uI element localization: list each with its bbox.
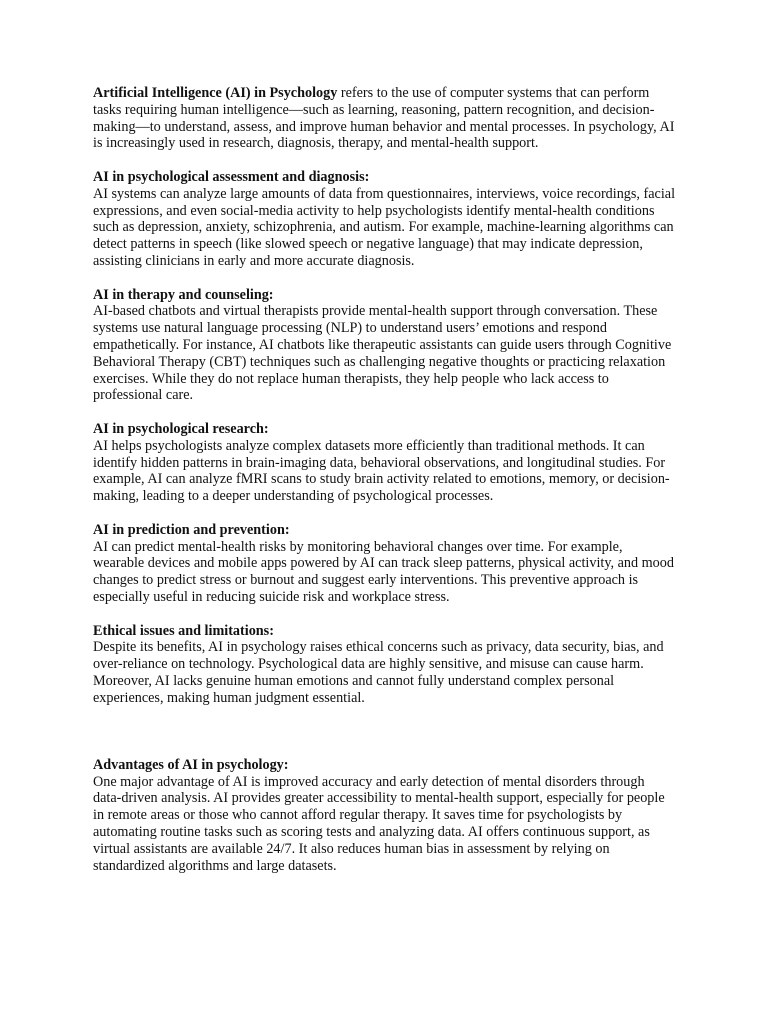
section-heading: AI in psychological research: [93, 420, 269, 437]
section-heading: Advantages of AI in psychology: [93, 756, 289, 773]
section-heading: AI in prediction and prevention: [93, 521, 290, 538]
intro-term: Artificial Intelligence (AI) in Psychology [93, 85, 338, 101]
section-advantages [93, 757, 675, 875]
intro-text: refers to the use of computer systems that can perform tasks requiring human intelligence—such as learning, reasoning, pattern recognition, and decision-making—to understand, assess, and improve human behavior and mental processes. In psychology, AI is increasingly used in research, diagnosis, therapy, and mental-health support. [93, 85, 675, 152]
section-assessment-diagnosis [93, 169, 675, 270]
section-body: AI-based chatbots and virtual therapists provide mental-health support through conversation. These systems use natural language processing (NLP) to understand users’ emotions and respond empathetically. For instance, AI chatbots like therapeutic assistants can guide users through Cognitive Behavioral Therapy (CBT) techniques such as challenging negative thoughts or practicing relaxation exercises. While they do not replace human therapists, they help people who lack access to professional care. [93, 303, 672, 404]
section-body: Despite its benefits, AI in psychology raises ethical concerns such as privacy, data security, bias, and over-reliance on technology. Psychological data are highly sensitive, and misuse can cause harm. Moreover, AI lacks genuine human emotions and cannot fully understand complex personal experiences, making human judgment essential. [93, 639, 664, 706]
intro-section [93, 85, 675, 152]
section-body: AI can predict mental-health risks by monitoring behavioral changes over time. For example, wearable devices and mobile apps powered by AI can track sleep patterns, physical activity, and mood changes to predict stress or burnout and suggest early interventions. This preventive approach is especially useful in reducing suicide risk and workplace stress. [93, 538, 674, 605]
section-therapy-counseling [93, 287, 675, 405]
section-heading: Ethical issues and limitations: [93, 622, 274, 639]
section-prediction-prevention [93, 522, 675, 606]
section-research [93, 421, 675, 505]
document-page [93, 85, 675, 891]
section-heading: AI in therapy and counseling: [93, 286, 274, 303]
section-body: AI systems can analyze large amounts of data from questionnaires, interviews, voice recordings, facial expressions, and even social-media activity to help psychologists identify mental-health conditions such as depression, anxiety, schizophrenia, and autism. For example, machine-learning algorithms can detect patterns in speech (like slowed speech or negative language) that may indicate depression, assisting clinicians in early and more accurate diagnosis. [93, 185, 676, 269]
section-body: One major advantage of AI is improved accuracy and early detection of mental disorders through data-driven analysis. AI provides greater accessibility to mental-health support, especially for people in remote areas or those who cannot afford regular therapy. It saves time for psychologists by automating routine tasks such as scoring tests and analyzing data. AI offers continuous support, as virtual assistants are available 24/7. It also reduces human bias in assessment by relying on standardized algorithms and large datasets. [93, 773, 665, 874]
section-body: AI helps psychologists analyze complex datasets more efficiently than traditional methods. It can identify hidden patterns in brain-imaging data, behavioral observations, and longitudinal studies. For example, AI can analyze fMRI scans to study brain activity related to emotions, memory, or decision-making, leading to a deeper understanding of psychological processes. [93, 437, 670, 505]
intro-paragraph [93, 85, 675, 152]
section-heading: AI in psychological assessment and diagnosis: [93, 168, 370, 185]
section-ethical-issues [93, 623, 675, 707]
